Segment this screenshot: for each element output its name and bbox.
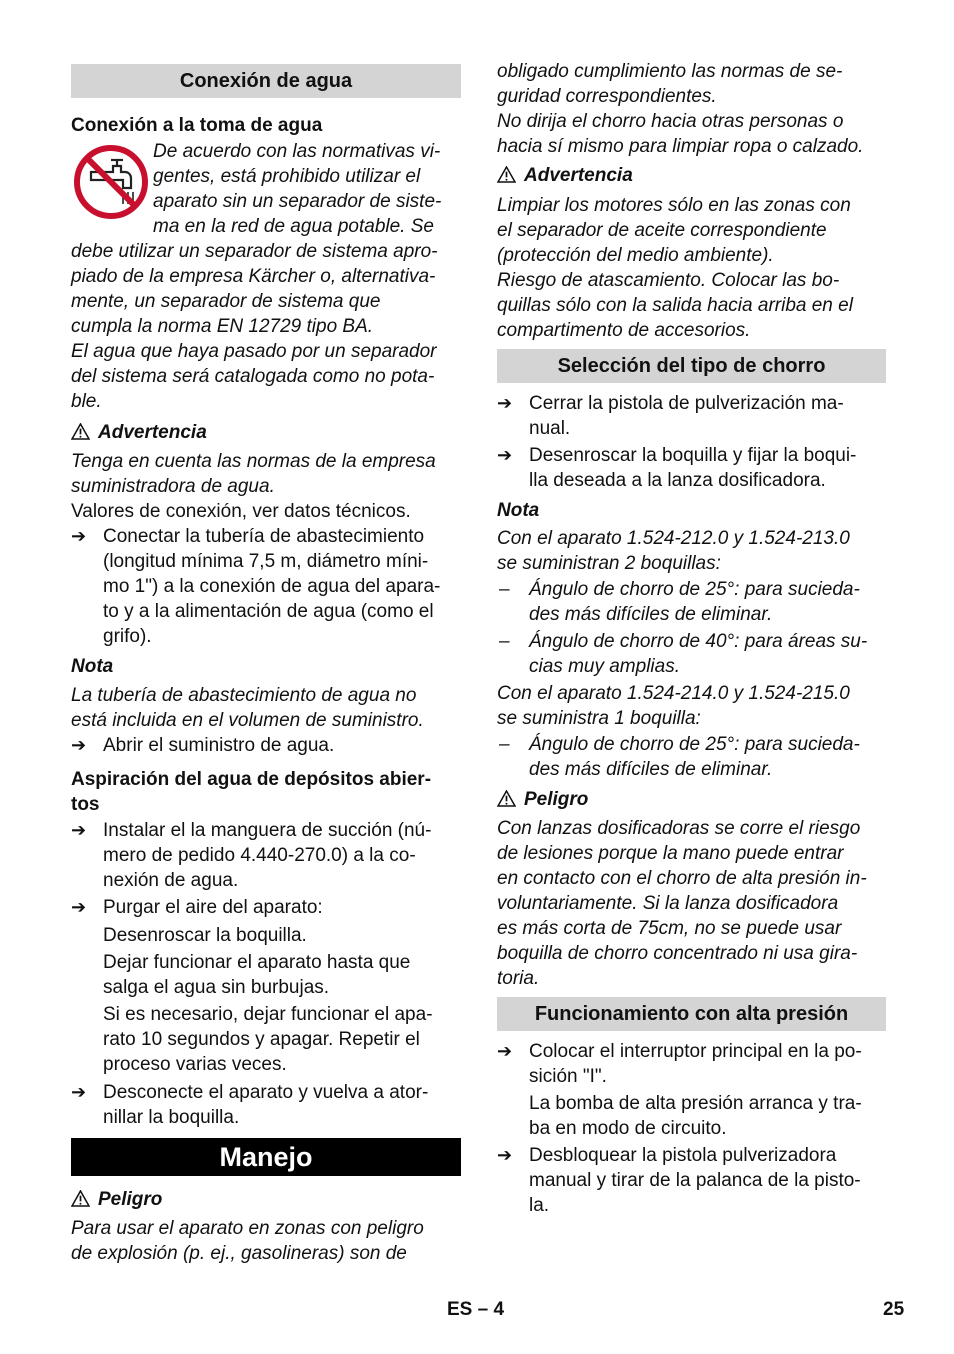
step-close-gun: [497, 391, 886, 441]
arrow-right-icon: ➔: [497, 1041, 513, 1061]
arrow-right-icon: ➔: [497, 445, 513, 465]
text-line: Cerrar la pistola de pulverización ma-: [529, 393, 844, 414]
text-line: obligado cumplimiento las normas de se-: [497, 61, 843, 82]
text-line: rato 10 segundos y apagar. Repetir el: [103, 1029, 420, 1050]
text-line: Con el aparato 1.524-212.0 y 1.524-213.0: [497, 528, 850, 549]
arrow-right-icon: ➔: [71, 735, 87, 755]
arrow-right-icon: ➔: [71, 526, 87, 546]
note-text-2: [497, 681, 886, 731]
text-line: suministradora de agua.: [71, 476, 275, 497]
warning-triangle-icon: [497, 166, 516, 183]
text-line: La tubería de abastecimiento de agua no: [71, 685, 417, 706]
text-line: Purgar el aire del aparato:: [103, 897, 323, 918]
text-line: de explosión (p. ej., gasolineras) son de: [71, 1243, 407, 1264]
text-line: cumpla la norma EN 12729 tipo BA.: [71, 316, 374, 337]
step-install-suction-hose: [71, 818, 461, 893]
text-line: grifo).: [103, 626, 152, 647]
text-line: (protección del medio ambiente).: [497, 245, 774, 266]
text-line: nexión de agua.: [103, 870, 239, 891]
text-line: sición "I".: [529, 1066, 607, 1087]
text-line: El agua que haya pasado por un separador: [71, 341, 437, 362]
text-line: en contacto con el chorro de alta presión in-: [497, 868, 867, 889]
step-disconnect: [71, 1080, 461, 1130]
text-line: to y a la alimentación de agua (como el: [103, 601, 434, 622]
arrow-right-icon: ➔: [71, 1082, 87, 1102]
dash-bullet: –: [499, 579, 510, 600]
warning-triangle-icon: [71, 423, 90, 440]
text-line: Abrir el suministro de agua.: [103, 735, 335, 756]
text-line: mero de pedido 4.440-270.0) a la co-: [103, 845, 416, 866]
text-line: guridad correspondientes.: [497, 86, 717, 107]
text-line: aparato sin un separador de siste-: [153, 191, 442, 212]
text-line: Conectar la tubería de abastecimiento: [103, 526, 425, 547]
text-line: toria.: [497, 968, 540, 989]
text-line: se suministran 2 boquillas:: [497, 553, 721, 574]
step-fit-nozzle: [497, 443, 886, 493]
footer-section-label: ES – 4: [447, 1299, 505, 1320]
step-unlock-gun: [497, 1143, 886, 1218]
prohibition-text-wrapped: [153, 139, 461, 239]
text-line: La bomba de alta presión arranca y tra-: [529, 1093, 862, 1114]
list-item: [497, 732, 886, 782]
text-line: Riesgo de atascamiento. Colocar las bo-: [497, 270, 840, 291]
step-main-switch: [497, 1039, 886, 1089]
step-open-supply: [71, 733, 461, 758]
text-line: es más corta de 75cm, no se puede usar: [497, 918, 842, 939]
prohibition-text-rest: [71, 239, 461, 414]
text-line: Ángulo de chorro de 25°: para sucieda-: [529, 734, 860, 755]
step-purge-air-b: [71, 950, 461, 1000]
no-drinking-water-icon: [73, 144, 149, 220]
warning-triangle-icon: [497, 790, 516, 807]
text-line: Para usar el aparato en zonas con peligro: [71, 1218, 424, 1239]
arrow-right-icon: ➔: [71, 897, 87, 917]
note-text: [497, 526, 886, 576]
text-line: proceso varias veces.: [103, 1054, 287, 1075]
note-text: [71, 683, 461, 733]
warning-text: [497, 193, 886, 343]
text-line: nillar la boquilla.: [103, 1107, 240, 1128]
text-line: Desenroscar la boquilla y fijar la boqui-: [529, 445, 857, 466]
text-line: lla deseada a la lanza dosificadora.: [529, 470, 826, 491]
text-line: Dejar funcionar el aparato hasta que: [103, 952, 411, 973]
text-line: De acuerdo con las normativas vi-: [153, 141, 441, 162]
section-heading-jet-type: Selección del tipo de chorro: [497, 349, 886, 383]
text-line: Aspiración del agua de depósitos abier-: [71, 769, 432, 790]
text-line: salga el agua sin burbujas.: [103, 977, 330, 998]
text-line: mo 1") a la conexión de agua del apara-: [103, 576, 441, 597]
text-line: mente, un separador de sistema que: [71, 291, 381, 312]
warning-heading: [497, 163, 886, 188]
arrow-right-icon: ➔: [497, 1145, 513, 1165]
note-heading: Nota: [497, 500, 540, 521]
step-purge-air: [71, 895, 461, 920]
text-line: ma en la red de agua potable. Se: [153, 216, 434, 237]
text-line: manual y tirar de la palanca de la pisto-: [529, 1170, 861, 1191]
subheading-open-tanks: [71, 767, 461, 817]
text-line: Con lanzas dosificadoras se corre el riesgo: [497, 818, 861, 839]
text-line: la.: [529, 1195, 550, 1216]
page-number: 25: [883, 1299, 905, 1320]
danger-heading: [497, 787, 886, 812]
warning-text: [71, 449, 461, 499]
text-line: des más difíciles de eliminar.: [529, 604, 773, 625]
text-line: tos: [71, 794, 100, 815]
connection-values-line: Valores de conexión, ver datos técnicos.: [71, 501, 411, 522]
text-line: Ángulo de chorro de 25°: para sucieda-: [529, 579, 860, 600]
text-line: Desconecte el aparato y vuelva a ator-: [103, 1082, 429, 1103]
chapter-heading-manejo: Manejo: [71, 1138, 461, 1176]
subheading-water-tap: Conexión a la toma de agua: [71, 115, 323, 136]
danger-text: [497, 816, 886, 991]
text-line: del sistema será catalogada como no pota-: [71, 366, 435, 387]
text-line: ba en modo de circuito.: [529, 1118, 727, 1139]
text-line: el separador de aceite correspondiente: [497, 220, 827, 241]
text-line: No dirija el chorro hacia otras personas o: [497, 111, 844, 132]
dash-bullet: –: [499, 631, 510, 652]
danger-label: Peligro: [524, 789, 589, 810]
text-line: piado de la empresa Kärcher o, alternativa-: [71, 266, 436, 287]
text-line: Con el aparato 1.524-214.0 y 1.524-215.0: [497, 683, 850, 704]
text-line: está incluida en el volumen de suministro.: [71, 710, 424, 731]
text-line: Desbloquear la pistola pulverizadora: [529, 1145, 837, 1166]
step-connect-hose: [71, 524, 461, 649]
text-line: de lesiones porque la mano puede entrar: [497, 843, 844, 864]
text-line: Instalar el la manguera de succión (nú-: [103, 820, 432, 841]
text-line: Limpiar los motores sólo en las zonas con: [497, 195, 851, 216]
text-line: Ángulo de chorro de 40°: para áreas su-: [529, 631, 868, 652]
arrow-right-icon: ➔: [71, 820, 87, 840]
danger-heading: [71, 1187, 461, 1212]
text-line: des más difíciles de eliminar.: [529, 759, 773, 780]
dash-bullet: –: [499, 734, 510, 755]
text-line: compartimento de accesorios.: [497, 320, 751, 341]
text-line: cias muy amplias.: [529, 656, 680, 677]
text-line: Si es necesario, dejar funcionar el apa-: [103, 1004, 433, 1025]
text-line: (longitud mínima 7,5 m, diámetro míni-: [103, 551, 429, 572]
text-line: hacia sí mismo para limpiar ropa o calzado.: [497, 136, 864, 157]
section-heading-water-connection: Conexión de agua: [71, 64, 461, 98]
text-line: Tenga en cuenta las normas de la empresa: [71, 451, 436, 472]
text-line: ble.: [71, 391, 102, 412]
section-heading-high-pressure: Funcionamiento con alta presión: [497, 997, 886, 1031]
warning-label: Advertencia: [98, 422, 207, 443]
warning-label: Advertencia: [524, 165, 633, 186]
note-heading: Nota: [71, 656, 114, 677]
text-line: debe utilizar un separador de sistema apro-: [71, 241, 438, 262]
danger-text: [71, 1216, 461, 1266]
warning-heading: [71, 420, 461, 445]
text-line: gentes, está prohibido utilizar el: [153, 166, 421, 187]
text-line: boquilla de chorro concentrado ni usa gira-: [497, 943, 858, 964]
step-purge-air-a: Desenroscar la boquilla.: [103, 925, 307, 946]
arrow-right-icon: ➔: [497, 393, 513, 413]
text-line: Colocar el interruptor principal en la po-: [529, 1041, 862, 1062]
text-line: nual.: [529, 418, 571, 439]
text-line: voluntariamente. Si la lanza dosificadora: [497, 893, 839, 914]
text-line: quillas sólo con la salida hacia arriba en el: [497, 295, 853, 316]
step-purge-air-c: [71, 1002, 461, 1077]
danger-label: Peligro: [98, 1189, 163, 1210]
text-line: se suministra 1 boquilla:: [497, 708, 701, 729]
warning-triangle-icon: [71, 1190, 90, 1207]
continued-text: [497, 59, 886, 159]
list-item: [497, 577, 886, 627]
step-main-switch-result: [497, 1091, 886, 1141]
list-item: [497, 629, 886, 679]
